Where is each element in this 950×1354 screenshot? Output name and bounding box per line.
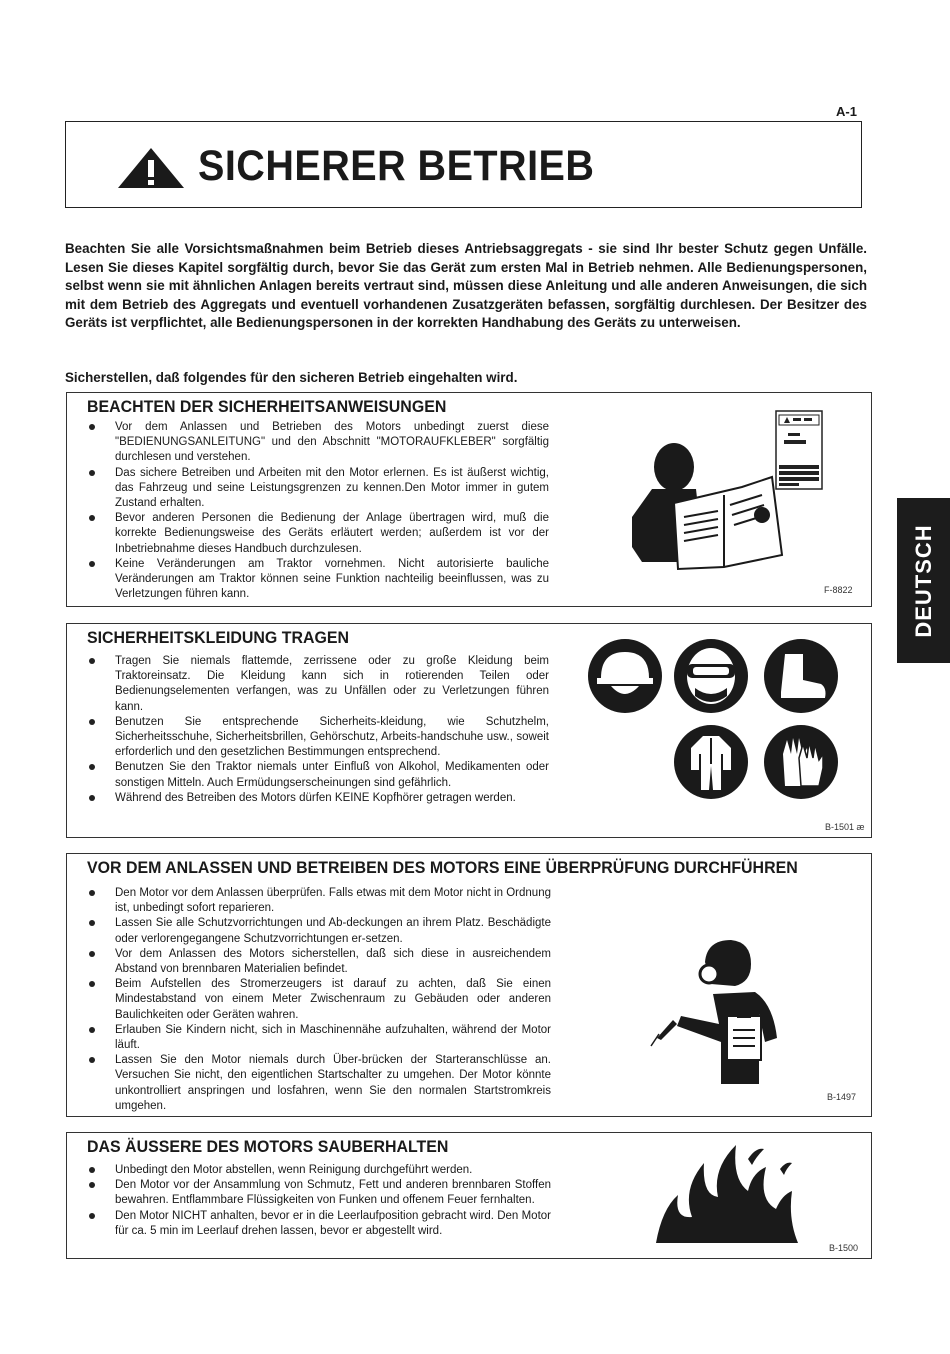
fire-icon	[652, 1139, 802, 1249]
inspection-worker-icon	[647, 934, 797, 1084]
section-title: DAS ÄUSSERE DES MOTORS SAUBERHALTEN	[87, 1137, 449, 1156]
list-item: Bevor anderen Personen die Bedienung der Anlage übertragen wird, muß die korrekte Bedienungsweise des Geräts erläutert werden; außerdem ist vor der Inbetriebnahme dieses Handbuch durchzulesen.	[87, 511, 549, 557]
list-item: Den Motor vor der Ansammlung von Schmutz, Fett und anderen brennbaren Stoffen bewahren. Entflammbare Flüssigkeiten von Funken und offenem Feuer fernhalten.	[87, 1178, 551, 1208]
page-title: SICHERER BETRIEB	[198, 142, 595, 190]
bullet-list	[87, 886, 551, 1114]
section-title: VOR DEM ANLASSEN UND BETREIBEN DES MOTORS EINE ÜBERPRÜFUNG DURCHFÜHREN	[87, 858, 798, 877]
list-item: Lassen Sie den Motor niemals durch Über-brücken der Starteranschlüsse an. Versuchen Sie nicht, den eigentlichen Startschalter zu umgehen. Der Motor könnte unkontrolliert anspringen und losfahren, wenn Sie den normalen Startstromkreis umgehen.	[87, 1053, 551, 1114]
title-box	[65, 121, 862, 208]
list-item: Benutzen Sie entsprechende Sicherheits-kleidung, wie Schutzhelm, Sicherheitsschuhe, Sicherheitsbrillen, Gehörschutz, Arbeits-handschuhe usw., soweit erforderlich und den gesetzlichen Bestimmungen entsprechend.	[87, 715, 549, 761]
list-item: Den Motor NICHT anhalten, bevor er in die Leerlaufposition gebracht wird. Den Motor für ca. 5 min im Leerlauf drehen lassen, bevor er abgestellt wird.	[87, 1209, 551, 1239]
bullet-list	[87, 420, 549, 602]
list-item: Das sichere Betreiben und Arbeiten mit den Motor erlernen. Es ist äußerst wichtig, das Fahrzeug und seine Leistungsgrenzen zu kennen.Den Motor immer in gutem Zustand erhalten.	[87, 466, 549, 512]
list-item: Keine Veränderungen am Traktor vornehmen. Nicht autorisierte bauliche Veränderungen am Traktor können seine Funktion nachteilig beeinflussen, was zu Verletzungen führen kann.	[87, 557, 549, 603]
section-title: SICHERHEITSKLEIDUNG TRAGEN	[87, 628, 349, 647]
list-item: Lassen Sie alle Schutzvorrichtungen und Ab-deckungen an ihrem Platz. Beschädigte oder verlorengegangene Schutzvorrichtungen er-setzen.	[87, 916, 551, 946]
intro-paragraph: Beachten Sie alle Vorsichtsmaßnahmen beim Betrieb dieses Antriebsaggregats - sie sind Ihr bester Schutz gegen Unfälle. Lesen Sie dieses Kapitel sorgfältig durch, bevor Sie das Gerät zum ersten Mal in Betrieb nehmen. Alle Bedienungspersonen, selbst wenn sie mit ähnlichen Anlagen bereits vertraut sind, müssen diese Anleitung und alle anderen Anweisungen, die sich mit dem Betrieb des Aggregats und eventuell vorhandenen Zusatzgeräten befassen, sorgfältig durchlesen. Der Besitzer des Geräts ist verpflichtet, alle Bedienungspersonen in der korrekten Handhabung des Geräts zu unterweisen.	[65, 241, 867, 331]
helmet-icon	[587, 638, 663, 714]
figure-ref: F-8822	[824, 585, 853, 595]
bullet-list	[87, 654, 549, 806]
language-tab-label: DEUTSCH	[910, 523, 936, 638]
list-item: Vor dem Anlassen des Motors sicherstellen, daß sich diese in ausreichendem Abstand von brennbaren Materialien befindet.	[87, 947, 551, 977]
figure-ref: B-1497	[827, 1092, 857, 1102]
coverall-icon	[673, 724, 749, 800]
list-item: Tragen Sie niemals flattemde, zerrissene oder zu große Kleidung beim Traktoreinsatz. Die Kleidung kann sich in rotierenden Teilen oder Bedienungselementen verfangen, was zu Unfällen oder zu Verletzungen führen kann.	[87, 654, 549, 715]
gloves-icon	[763, 724, 839, 800]
list-item: Beim Aufstellen des Stromerzeugers ist darauf zu achten, daß Sie einen Mindestabstand von einem Meter Zwischenraum zu Gebäuden oder anderen Baulichkeiten oder Geräten wahren.	[87, 977, 551, 1023]
list-item: Benutzen Sie den Traktor niemals unter Einfluß von Alkohol, Medikamenten oder sonstigen Mitteln. Auch Ermüdungserscheinungen sind gefährlich.	[87, 760, 549, 790]
warning-triangle-icon	[116, 146, 186, 190]
page-number: A-1	[836, 104, 857, 119]
section-keep-engine-clean	[66, 1132, 872, 1259]
list-item: Den Motor vor dem Anlassen überprüfen. Falls etwas mit dem Motor nicht in Ordnung ist, unbedingt sofort reparieren.	[87, 886, 551, 916]
section-title: BEACHTEN DER SICHERHEITSANWEISUNGEN	[87, 397, 447, 416]
goggles-icon	[673, 638, 749, 714]
list-item: Während des Betreiben des Motors dürfen KEINE Kopfhörer getragen werden.	[87, 791, 549, 806]
list-item: Unbedingt den Motor abstellen, wenn Reinigung durchgeführt werden.	[87, 1163, 551, 1178]
list-item: Vor dem Anlassen und Betrieben des Motors unbedingt zuerst diese "BEDIENUNGSANLEITUNG" und den Abschnitt "MOTORAUFKLEBER" sorgfältig durchlesen und verstehen.	[87, 420, 549, 466]
lead-sentence: Sicherstellen, daß folgendes für den sicheren Betrieb eingehalten wird.	[65, 370, 518, 385]
figure-ref: B-1501 æ	[825, 822, 865, 832]
language-tab	[897, 498, 950, 663]
figure-ref: B-1500	[829, 1243, 859, 1253]
safety-boot-icon	[763, 638, 839, 714]
bullet-list	[87, 1163, 551, 1239]
list-item: Erlauben Sie Kindern nicht, sich in Maschinennähe aufzuhalten, während der Motor läuft.	[87, 1023, 551, 1053]
section-pre-start-check	[66, 853, 872, 1117]
reading-manual-icon	[612, 407, 827, 572]
section-safety-instructions	[66, 392, 872, 607]
section-safety-clothing	[66, 623, 872, 838]
